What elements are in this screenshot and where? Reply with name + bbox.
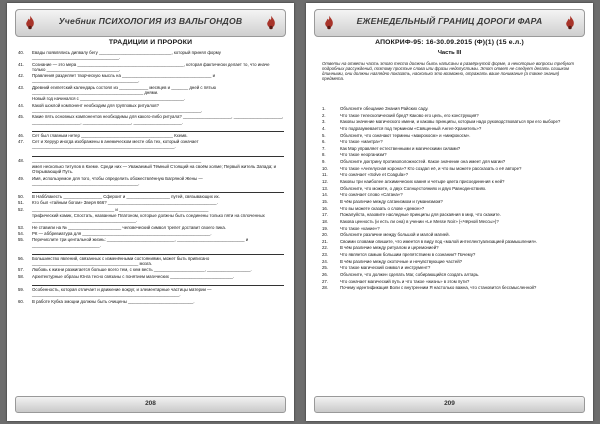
question-number: 55.	[18, 237, 25, 243]
question-number: 28.	[322, 285, 329, 291]
question-number: 46.	[18, 132, 25, 138]
question-number: 24.	[322, 258, 329, 264]
question-number: 20.	[322, 232, 329, 238]
question-number: 15.	[322, 198, 329, 204]
question-text: Сет и Херуур иногда изображены в анемическом месте оба тех, который означает ___________________________________________________________.	[32, 139, 199, 150]
question-text: Что такое «кание»?	[340, 225, 380, 231]
question-number: 12.	[322, 179, 329, 185]
question-item	[18, 62, 284, 72]
question-item	[18, 73, 284, 83]
answer-line[interactable]	[32, 187, 284, 193]
question-number: 1.	[322, 106, 326, 111]
question-item	[18, 194, 284, 199]
question-number: 44.	[18, 102, 25, 108]
question-text: Особенность, которая отличает и движение вокруг, и элементарные частицы материи — _____________________________________________________________.	[32, 287, 212, 298]
question-item	[322, 272, 581, 277]
question-item	[322, 186, 581, 191]
question-item	[322, 252, 581, 257]
question-number: 26.	[322, 272, 329, 278]
question-item	[18, 207, 284, 212]
question-number: 54.	[18, 231, 25, 237]
question-text: Новый год начинался с ___________________________________________.	[32, 96, 186, 102]
question-text: Архитектурные образы Юнга тесно связаны с понятием магических __________________________.	[32, 273, 235, 279]
question-text: Пожалуйста, назовите наследные принципы для раскаяния в мир, что скажите.	[340, 212, 501, 218]
question-number: 49.	[18, 175, 25, 181]
question-item	[322, 206, 581, 211]
question-item	[18, 158, 284, 163]
left-header-band	[15, 9, 286, 37]
question-item	[322, 179, 581, 184]
flame-emblem-icon	[560, 13, 580, 32]
question-item	[322, 166, 581, 171]
question-text: В работе Кубка эмоции должны быть очищены ___________________________.	[32, 298, 195, 304]
question-text: Что означает магический путь и что такое «жизнь» в этом пути?	[340, 278, 470, 284]
question-text: Каковы значение магического имени, и каковы принципы, которым надо руководствоваться при его выборе?	[340, 119, 561, 125]
left-subtitle: ТРАДИЦИИ И ПРОРОКИ	[108, 39, 193, 46]
question-number: 3.	[322, 119, 326, 125]
question-text: __________________________________ и _____________________________________	[32, 206, 209, 212]
left-page	[7, 3, 294, 421]
left-question-list	[18, 50, 284, 305]
question-item	[18, 299, 284, 304]
question-text: Какие пять основных компонентов необходимы для какого-либо ритуала? ____________________, ____________________, ____________________, ____________________, ____________________.	[32, 114, 284, 125]
question-number: 19.	[322, 225, 329, 231]
question-item	[322, 139, 581, 144]
instructions-paragraph: Ответы на ответы часть этого теста должны быть написаны в развёрнутой форме, а некоторые вопросы требуют подробных рассуждений, поэтому простые слова или фразы недопустимы. Этот ответ не следует делать слишком длинными, они должны наглядно показать, насколько это возможно, отражать ваше понимание (а также знания) предмета.	[322, 61, 575, 82]
question-item	[18, 213, 284, 223]
question-item	[322, 279, 581, 284]
question-number: 16.	[322, 205, 329, 211]
flame-emblem-icon	[319, 13, 339, 32]
question-item	[322, 226, 581, 231]
question-number: 52.	[18, 206, 25, 212]
question-text: Какой шоклой компонент необходим для групповых ритуалов? ______________________________________________________________________.	[32, 102, 203, 113]
right-question-list	[322, 106, 581, 292]
question-item	[322, 239, 581, 244]
question-number: 48.	[18, 157, 25, 163]
question-item	[322, 119, 581, 124]
question-number: 51.	[18, 200, 25, 206]
question-text: Объясните, что означают термины «макрокосм» и «микрокосм».	[340, 132, 471, 138]
question-number: 9.	[322, 159, 326, 165]
question-text: Что такое телескопический бред? Каково его цель, его конструкция?	[340, 112, 479, 118]
question-text: Что означает «Solve et Coagula»?	[340, 172, 409, 178]
question-item	[322, 199, 581, 204]
question-text: Большинство явлений, связанных с изменёнными состояниями, может быть приписано ____________________________________________ мозга.	[32, 255, 210, 267]
question-number: 57.	[18, 267, 25, 273]
question-item	[322, 285, 581, 290]
flame-emblem-icon	[261, 13, 281, 32]
question-number: 14.	[322, 192, 329, 198]
question-item	[18, 225, 284, 230]
question-item	[18, 50, 284, 60]
question-text: В чём различие между охоточные и нечувствующие частей?	[340, 258, 463, 264]
question-number: 59.	[18, 287, 25, 293]
question-number: 10.	[322, 165, 329, 171]
right-footer-band	[314, 396, 585, 413]
question-number: 40.	[18, 50, 25, 55]
question-item	[18, 237, 284, 247]
question-text: Своими словами опишите, что имеется в виду под «малой интеллектуализацией размышления».	[340, 238, 538, 244]
question-item	[322, 159, 581, 164]
page-number: 209	[444, 400, 455, 407]
right-header-band	[314, 9, 585, 37]
answer-line[interactable]	[32, 249, 284, 255]
question-number: 42.	[18, 73, 25, 79]
question-item	[18, 256, 284, 266]
flame-emblem-icon	[20, 13, 40, 32]
question-item	[18, 200, 284, 205]
question-item	[18, 274, 284, 279]
question-text: В Набблакесть ________________ Сфероит и __________________ путей, связывающих их.	[32, 193, 220, 199]
question-text: Как Мар управляет естественными и магическими силами?	[340, 145, 461, 151]
question-item	[322, 192, 581, 197]
question-item	[322, 259, 581, 264]
question-text: ______________________________________________________________________	[32, 157, 202, 163]
question-text: РК — аббревиатура для _____________________________________________________.	[32, 231, 212, 237]
question-text: Что вы можете сказать о слове «демон»?	[340, 205, 425, 211]
question-number: 53.	[18, 224, 25, 230]
question-text: Что такое «Ангелусная корона»? Кто создал её, и что вы можете рассказать о её авторе?	[340, 165, 522, 171]
question-item	[322, 232, 581, 237]
question-text: Не ставили на № ______________________ человеческий символ трепет доставит своего пика.	[32, 224, 227, 230]
question-item	[18, 133, 284, 138]
right-header-title: ЕЖЕНЕДЕЛЬНЫЙ ГРАНИЦ ДОРОГИ ФАРА	[356, 16, 543, 26]
question-number	[18, 164, 32, 174]
question-item	[18, 267, 284, 272]
question-number: 60.	[18, 298, 25, 304]
question-text: Объясните различие между большой и малой магией.	[340, 232, 450, 238]
question-text: Объясните, что должен сделать Маг, собирающийся создать алтарь.	[340, 272, 480, 278]
question-text: Что означает слово «Сатана»?	[340, 192, 403, 198]
question-text: Евады появлялись дипвалу бегу ______________________________, который принял форму ____________________________________.	[32, 50, 221, 61]
question-text: Перечислите три центальной жизнь: ____________________________, ____________________________ и ____________________________.	[32, 237, 249, 248]
question-text: имел несколько титулов в Кхеме. Среди них — Уважаемый Тёмный Стоящий на своём холме; Первый житель Запада; и Открывающий Путь.	[32, 163, 277, 175]
right-page	[306, 3, 593, 421]
question-text: Что является самым большим препятствием в сознании? Почему?	[340, 252, 476, 258]
question-number: 25.	[322, 265, 329, 271]
left-header-title: Учебник ПСИХОЛОГИЯ ИЗ ВАЛЬГОНДОВ	[58, 16, 243, 26]
question-number: 43.	[18, 84, 25, 90]
question-text: Что такое «мантра»?	[340, 139, 383, 145]
question-text: Любовь к жизни разжигается больше всего тем, с кем весть _____________________, __________________.	[32, 267, 252, 273]
question-number: 50.	[18, 193, 25, 199]
question-text: Древний египетский календарь состоял из ____________ месяцев и _______ дней с пятью ______________________________________________ днями.	[32, 84, 216, 95]
question-number: 5.	[322, 132, 326, 138]
question-text: Правления разделяет творческую мысль на _____________________________________ и ____________________________________________.	[32, 73, 216, 84]
question-number: 4.	[322, 125, 326, 131]
question-number: 21.	[322, 238, 329, 244]
question-text: Почему идентификация Воли с внутренним Я настолько важна, что становится бессмысленной?	[340, 285, 537, 291]
question-item	[18, 139, 284, 149]
question-item	[322, 152, 581, 157]
question-number: 2.	[322, 112, 326, 118]
question-item	[18, 231, 284, 236]
question-number: 45.	[18, 114, 25, 120]
question-item	[322, 113, 581, 118]
question-text: Сет был главным нетер ______________________________________ Кхемв.	[32, 132, 188, 138]
question-number: 17.	[322, 212, 329, 218]
question-number: 18.	[322, 218, 329, 224]
question-item	[18, 96, 284, 101]
question-text: Какова ценность (и есть ли она) в учении «Le Messe Noir» («Чёрной Мессы»)?	[340, 218, 499, 224]
question-item	[18, 164, 284, 174]
question-text: В чём различие между ритуалом и церемонией?	[340, 245, 439, 251]
part-title: Часть III	[437, 50, 462, 56]
question-item	[322, 212, 581, 217]
question-text: Объясните доктрину противоположностей. Какое значение она имеет для магии?	[340, 159, 506, 165]
question-item	[322, 265, 581, 270]
question-number: 58.	[18, 273, 25, 279]
answer-line[interactable]	[32, 126, 284, 132]
question-number: 7.	[322, 145, 326, 151]
question-item	[18, 176, 284, 186]
question-text: Что такое магический символ и инструмент?	[340, 265, 431, 271]
question-item	[322, 146, 581, 151]
question-text: Объясните обещание Знания Райских саду.	[340, 106, 429, 111]
question-number: 8.	[322, 152, 326, 158]
question-number: 41.	[18, 61, 25, 67]
question-number: 27.	[322, 278, 329, 284]
question-item	[18, 287, 284, 297]
question-item	[322, 245, 581, 250]
question-item	[322, 126, 581, 131]
question-number: 47.	[18, 139, 25, 145]
question-item	[322, 219, 581, 224]
question-text: Каковы три наиболее алхимических камня и четыре цвета присоединения к ней?	[340, 179, 505, 185]
question-number: 56.	[18, 255, 25, 261]
question-number	[18, 96, 32, 101]
question-number: 6.	[322, 139, 326, 145]
question-text: Имя, используемое для того, чтобы определить обожествлённую Багряной Жены — ____________________________________________.	[32, 175, 203, 186]
question-item	[322, 172, 581, 177]
question-number: 23.	[322, 252, 329, 258]
question-item	[18, 103, 284, 113]
question-number: 11.	[322, 172, 328, 178]
question-text: Кто был «тайным богом» Зверя 666? _____________________________________________.	[32, 200, 218, 206]
question-item	[322, 133, 581, 138]
right-subtitle: АПОКРИФ-95: 16-30.09.2015 (Ф)(1) (15 е.л.)	[375, 39, 524, 46]
question-item	[322, 106, 581, 111]
question-number	[18, 213, 32, 223]
question-item	[18, 85, 284, 95]
question-number: 22.	[322, 245, 329, 251]
question-text: Что такое неорганизм?	[340, 152, 387, 158]
question-item	[18, 114, 284, 124]
question-text: В чём различие между сатанизмом и гуманизмом?	[340, 198, 443, 204]
question-text: трифический комик, Спостать, названные Платоном, которые должны быть соединены только пяти на сплоченных ___________________________________________.	[32, 213, 265, 224]
page-number: 208	[145, 400, 156, 407]
answer-line[interactable]	[32, 151, 284, 157]
question-number: 13.	[322, 185, 329, 191]
question-text: Что подразумевается под термином «Священный Ангел-Хранитель»?	[340, 125, 482, 131]
left-footer-band	[15, 396, 286, 413]
question-text: Объясните, что можете, о двух Солнцестояниях и двух Равноденствиях.	[340, 185, 487, 191]
answer-line[interactable]	[32, 280, 284, 286]
question-text: Сознание — это мера ____________________________________________, которая фактически делает то, что иначе только ______________________________.	[32, 61, 270, 72]
